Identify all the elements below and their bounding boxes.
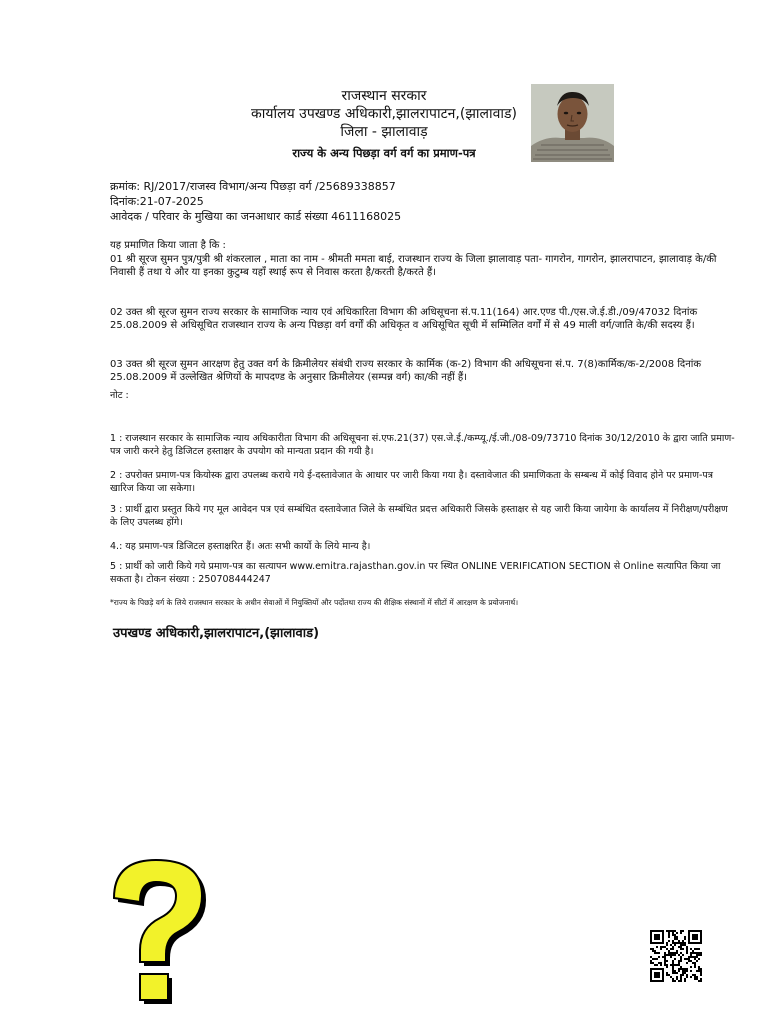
note-3: 3 : प्रार्थी द्वारा प्रस्तुत किये गए मूल आवेदन पत्र एवं सम्बंधित दस्तावेजात जिले के सम्बंधित प्रदत्त अधिकारी जिसके हस्ताक्षर से यह जारी किया जायेगा के कार्यालय में निरीक्षण/परीक्षण के लिए उपलब्ध होंगे। bbox=[110, 504, 728, 528]
note-2: 2 : उपरोक्त प्रमाण-पत्र कियोस्क द्वारा उपलब्ध कराये गये ई-दस्तावेजात के आधार पर जारी किया गया है। दस्तावेजात की प्रमाणिकता के सम्बन्ध में कोई विवाद होने पर प्रमाण-पत्र खारिज किया जा सकेगा। bbox=[110, 470, 714, 494]
paragraph-02: 02 उक्त श्री सूरज सुमन राज्य सरकार के सामाजिक न्याय एवं अधिकारिता विभाग की अधिसूचना सं.प.11(164) आर.एण्ड पी./एस.जे.ई.डी./09/47032 दिनांक 25.08.2009 से अधिसूचित राजस्थान राज्य के अन्य पिछड़ा वर्ग वर्गों की अधिकृत व अधिसूचित सूची में सम्मिलित वर्गों में से 49 माली वर्ग/जाति के/की सदस्य हैं। bbox=[110, 307, 698, 331]
question-mark-icon bbox=[98, 850, 228, 1010]
certificate-number: क्रमांक: RJ/2017/राजस्व विभाग/अन्य पिछड़ा वर्ग /25689338857 bbox=[110, 180, 396, 193]
janaadhar-number: आवेदक / परिवार के मुखिया का जनआधार कार्ड संख्या 4611168025 bbox=[110, 210, 402, 223]
footnote: *राज्य के पिछड़े वर्ग के लिये राजस्थान सरकार के अधीन सेवाओं में नियुक्तियों और पदोंतथा राज्य की शैक्षिक संस्थानों में सीटों में आरक्षण के प्रयोजनार्थ। bbox=[110, 598, 519, 607]
intro-text: यह प्रमाणित किया जाता है कि : bbox=[110, 240, 226, 251]
verification-qr-code bbox=[650, 930, 702, 982]
notes-heading: नोट : bbox=[110, 390, 129, 401]
certificate-date: दिनांक:21-07-2025 bbox=[110, 195, 204, 208]
paragraph-01: 01 श्री सूरज सुमन पुत्र/पुत्री श्री शंकरलाल , माता का नाम - श्रीमती ममता बाई, राजस्थान राज्य के जिला झालावाड़ पता- गागरोन, गागरोन, झालरापाटन, झालावाड़ के/की निवासी हैं तथा ये और या इनका कुटुम्ब यहाँ स्थाई रूप से निवास करता है/करती है/करते हैं। bbox=[110, 254, 717, 278]
note-5: 5 : प्रार्थी को जारी किये गये प्रमाण-पत्र का सत्यापन www.emitra.rajasthan.gov.in पर स्थित ONLINE VERIFICATION SECTION से Online सत्यापित किया जा सकता है। टोकन संख्या : 250708444247 bbox=[110, 561, 721, 585]
note-1: 1 : राजस्थान सरकार के सामाजिक न्याय अधिकारीता विभाग की अधिसूचना सं.एफ.21(37) एस.जे.ई./कम्प्यू./ई.जी./08-09/73710 दिनांक 30/12/2010 के द्वारा जाति प्रमाण-पत्र जारी करने हेतु डिजिटल हस्ताक्षर के उपयोग को मान्यता प्रदान की गयी है। bbox=[110, 433, 735, 457]
header-office: कार्यालय उपखण्ड अधिकारी,झालरापाटन,(झालावाड) bbox=[250, 106, 518, 122]
header-district: जिला - झालावाड़ bbox=[340, 124, 428, 140]
header-government: राजस्थान सरकार bbox=[341, 88, 427, 104]
applicant-photo bbox=[531, 84, 614, 162]
issuing-authority: उपखण्ड अधिकारी,झालरापाटन,(झालावाड) bbox=[113, 626, 320, 641]
paragraph-03: 03 उक्त श्री सूरज सुमन आरक्षण हेतु उक्त वर्ग के क्रिमीलेयर संबंधी राज्य सरकार के कार्मिक (क-2) विभाग की अधिसूचना सं.प. 7(8)कार्मिक/क-2/2008 दिनांक 25.08.2009 में उल्लेखित श्रेणियों के मापदण्ड के अनुसार क्रिमीलेयर (सम्पन्न वर्ग) का/की नहीं हैं। bbox=[110, 359, 702, 383]
note-4: 4.: यह प्रमाण-पत्र डिजिटल हस्ताक्षरित हैं। अतः सभी कार्यो के लिये मान्य है। bbox=[110, 541, 371, 552]
certificate-title: राज्य के अन्य पिछड़ा वर्ग वर्ग का प्रमाण-पत्र bbox=[292, 146, 476, 160]
